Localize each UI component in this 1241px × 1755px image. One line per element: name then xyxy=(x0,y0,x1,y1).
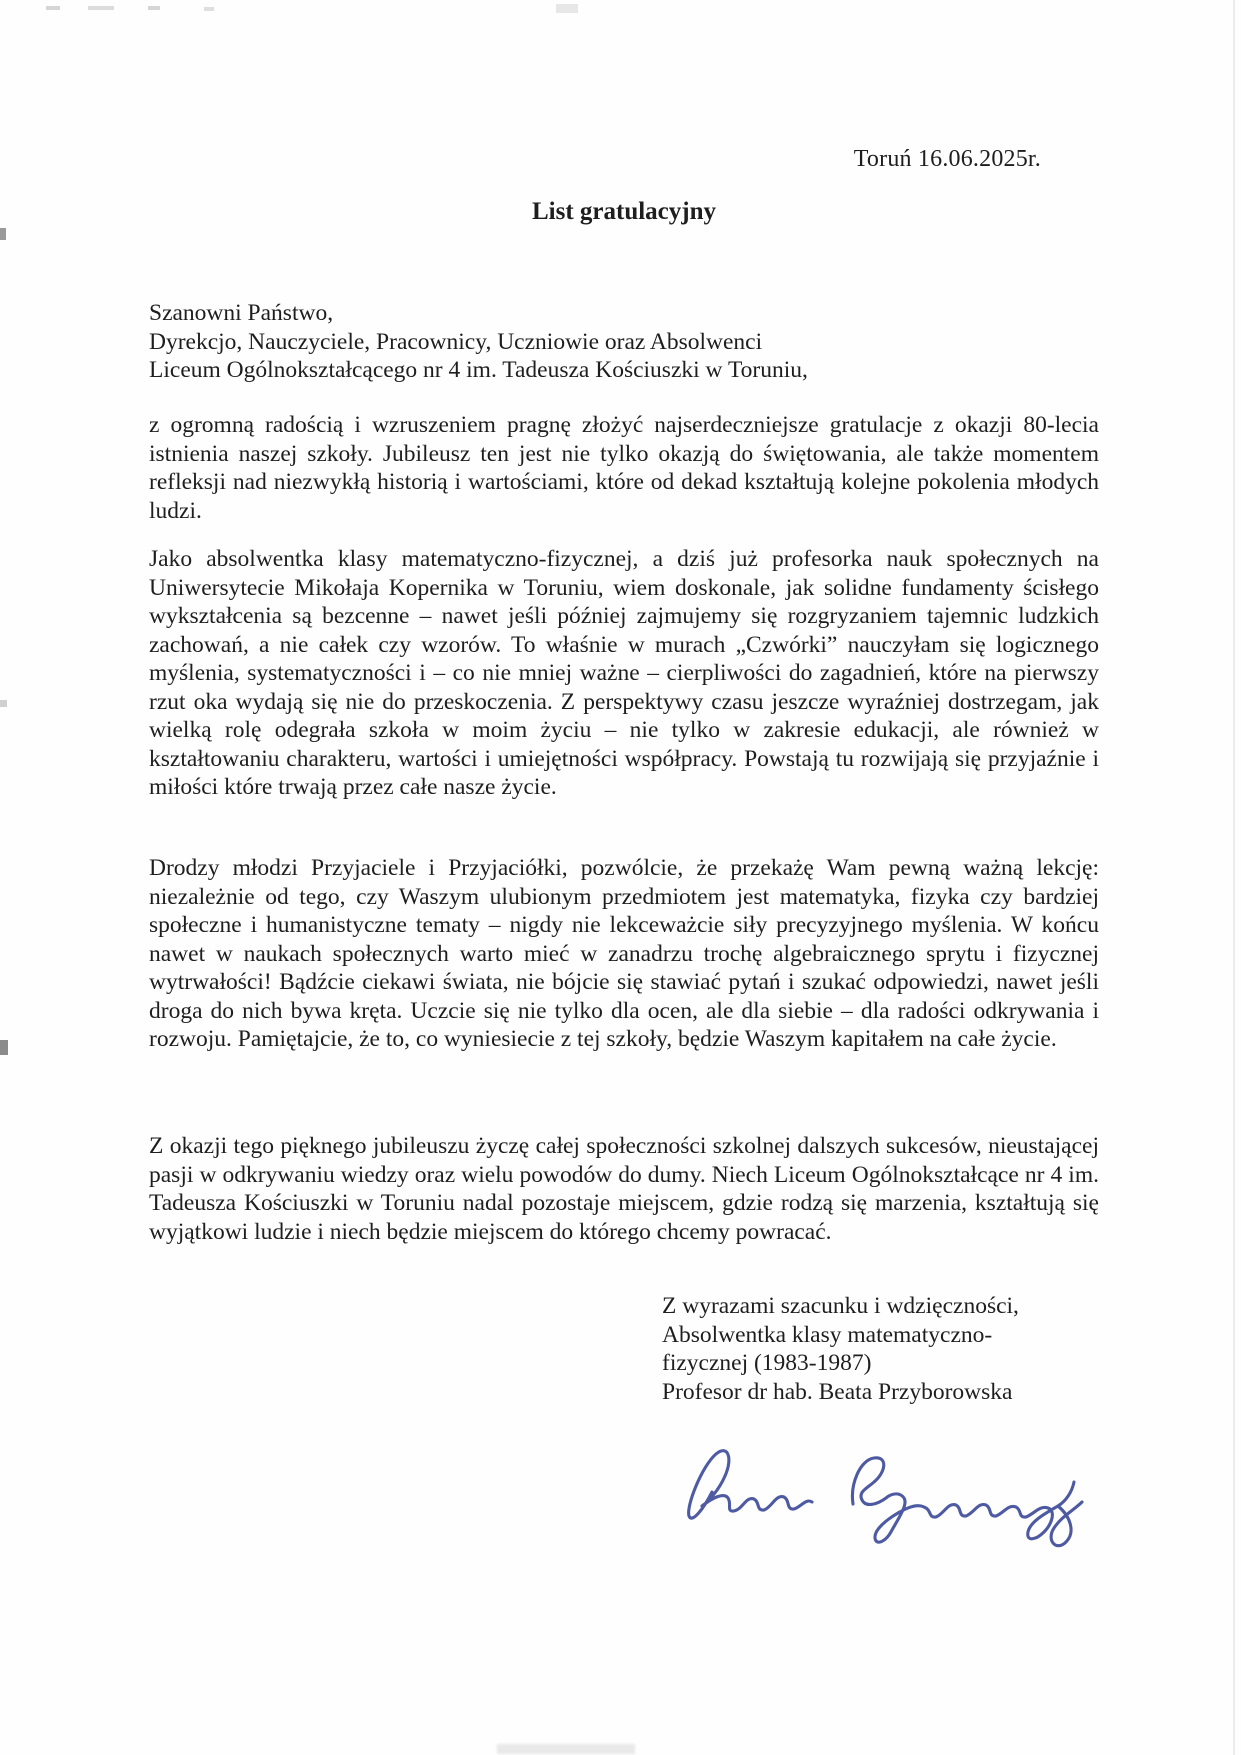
closing-line-1: Z wyrazami szacunku i wdzięczności, xyxy=(662,1293,1019,1319)
scan-artifact-top xyxy=(88,6,114,10)
scan-artifact-top xyxy=(46,6,60,10)
date-line: Toruń 16.06.2025r. xyxy=(853,146,1041,172)
paragraph-2: Jako absolwentka klasy matematyczno-fizycznej, a dziś już profesorka nauk społecznych na Uniwersytecie Mikołaja Kopernika w Toruniu, wiem doskonale, jak solidne fundamenty ścisłego wykształcenia są bezcenne – nawet jeśli później zajmujemy się rozgryzaniem tajemnic ludzkich zachowań, a nie całek czy wzorów. To właśnie w murach „Czwórki” nauczyłam się logicznego myślenia, systematyczności i – co nie mniej ważne – cierpliwości do zagadnień, które na pierwszy rzut oka wydają się nie do przeskoczenia. Z perspektywy czasu jeszcze wyraźniej dostrzegam, jak wielką rolę odegrała szkoła w moim życiu – nie tylko w zakresie edukacji, ale również w kształtowaniu charakteru, wartości i umiejętności współpracy. Powstają tu rozwijają się przyjaźnie i miłości które trwają przez całe nasze życie. xyxy=(149,546,1099,800)
scan-artifact-left-edge xyxy=(0,228,6,240)
closing-block xyxy=(662,1292,1082,1406)
scan-artifact-top xyxy=(556,4,578,13)
scan-artifact-left-edge xyxy=(0,1040,8,1055)
signature-stroke-first-name xyxy=(689,1451,812,1518)
signature-handwriting xyxy=(678,1432,1088,1552)
paragraph-1: z ogromną radością i wzruszeniem pragnę złożyć najserdeczniejsze gratulacje z okazji 80-lecia istnienia naszej szkoły. Jubileusz ten jest nie tylko okazją do świętowania, ale także momentem refleksji nad niezwykłą historią i wartościami, które od dekad kształtują kolejne pokolenia młodych ludzi. xyxy=(149,412,1099,524)
scan-artifact-left-edge xyxy=(0,700,7,707)
paragraph-4: Z okazji tego pięknego jubileuszu życzę całej społeczności szkolnej dalszych sukcesów, nieustającej pasji w odkrywaniu wiedzy oraz wielu powodów do dumy. Niech Liceum Ogólnokształcące nr 4 im. Tadeusza Kościuszki w Toruniu nadal pozostaje miejscem, gdzie rodzą się marzenia, kształtują się wyjątkowi ludzie i niech będzie miejscem do którego chcemy powracać. xyxy=(149,1133,1099,1245)
scan-artifact-top xyxy=(148,6,160,10)
salutation-line-2: Dyrekcjo, Nauczyciele, Pracownicy, Uczniowie oraz Absolwenci xyxy=(149,328,763,355)
closing-line-3: fizycznej (1983-1987) xyxy=(662,1350,872,1376)
salutation-block xyxy=(149,299,1099,385)
salutation-line-3: Liceum Ogólnokształcącego nr 4 im. Tadeusza Kościuszki w Toruniu, xyxy=(149,357,808,383)
salutation-line-1: Szanowni Państwo, xyxy=(149,300,334,326)
scan-artifact-bottom-footer-cutoff xyxy=(497,1744,635,1754)
signature-stroke-last-name xyxy=(852,1458,1074,1542)
scan-artifact-top xyxy=(204,7,214,11)
scan-artifact-right-edge-line xyxy=(1233,0,1235,1755)
closing-line-2: Absolwentka klasy matematyczno- xyxy=(662,1321,993,1348)
paragraph-3: Drodzy młodzi Przyjaciele i Przyjaciółki, pozwólcie, że przekażę Wam pewną ważną lekcję: niezależnie od tego, czy Waszym ulubionym przedmiotem jest matematyka, fizyka czy bardziej społeczne i humanistyczne tematy – nigdy nie lekceważcie siły precyzyjnego myślenia. W końcu nawet w naukach społecznych warto mieć w zanadrzu trochę algebraicznego sprytu i fizycznej wytrwałości! Bądźcie ciekawi świata, nie bójcie się stawiać pytań i szukać odpowiedzi, nawet jeśli droga do nich bywa kręta. Uczcie się nie tylko dla ocen, ale dla siebie – dla radości odkrywania i rozwoju. Pamiętajcie, że to, co wyniesiecie z tej szkoły, będzie Waszym kapitałem na całe życie. xyxy=(149,855,1099,1052)
letter-title: List gratulacyjny xyxy=(531,198,717,225)
closing-line-4: Profesor dr hab. Beata Przyborowska xyxy=(662,1378,1013,1405)
